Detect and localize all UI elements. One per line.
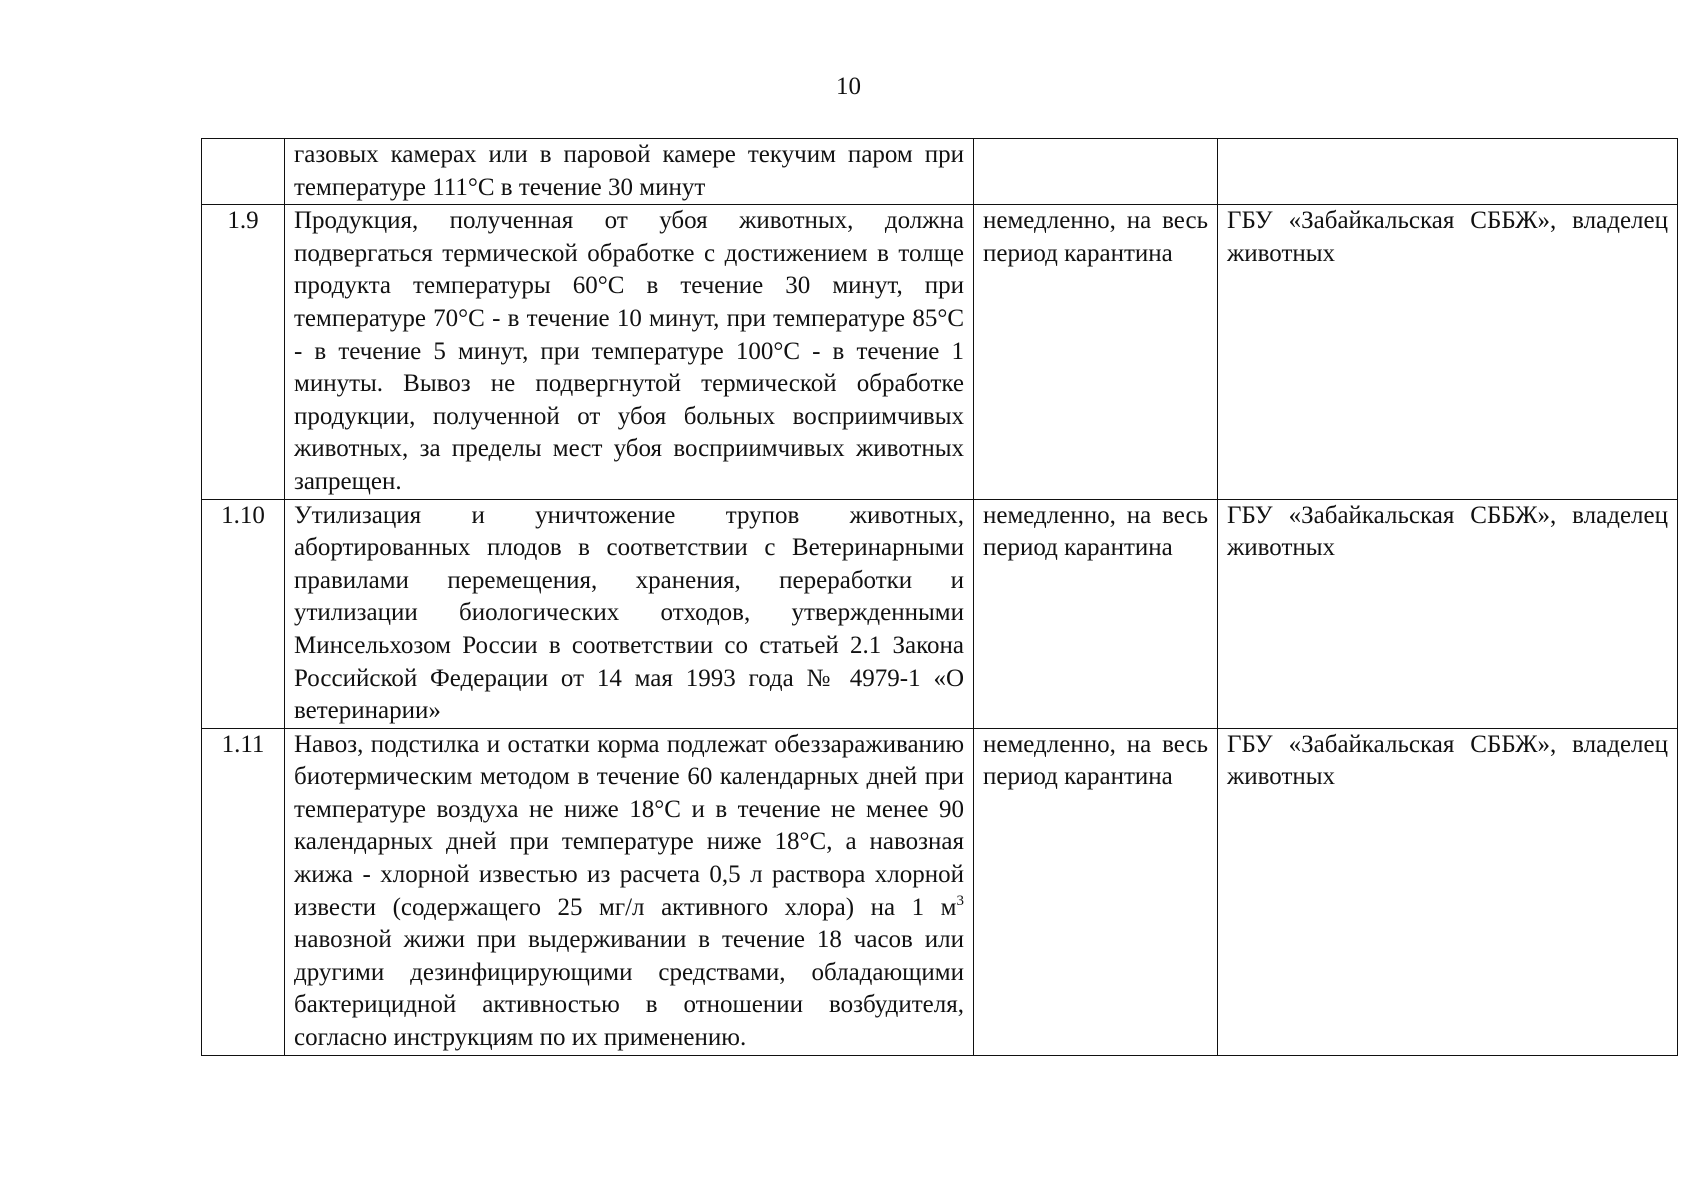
- table-row: [202, 139, 1678, 205]
- measures-table: [201, 138, 1678, 1056]
- responsible-text: ГБУ «Забайкальская СББЖ», владелец животных: [1218, 728, 1678, 1055]
- table-row: [202, 205, 1678, 499]
- responsible-text: ГБУ «Забайкальская СББЖ», владелец животных: [1218, 205, 1678, 499]
- page-number: 10: [836, 73, 861, 100]
- row-number: 1.10: [202, 499, 285, 728]
- superscript: 3: [956, 892, 964, 909]
- measure-text: Продукция, полученная от убоя животных, должна подвергаться термической обработке с достижением в толще продукта температуры 60°С в течение 30 минут, при температуре 70°С - в течение 10 минут, при температуре 85°С - в течение 5 минут, при температуре 100°С - в течение 1 минуты. Вывоз не подвергнутой термической обработке продукции, полученной от убоя больных восприимчивых животных, за пределы мест убоя восприимчивых животных запрещен.: [285, 205, 974, 499]
- measure-text-part: Навоз, подстилка и остатки корма подлежат обеззараживанию биотермическим методом в течение 60 календарных дней при температуре воздуха не ниже 18°С и в течение не менее 90 календарных дней при температуре ниже 18°С, а навозная жижа - хлорной известью из расчета 0,5 л раствора хлорной извести (содержащего 25 мг/л активного хлора) на 1 м: [294, 730, 964, 921]
- table-row: [202, 728, 1678, 1055]
- measure-text: [285, 728, 974, 1055]
- deadline-text: немедленно, на весь период карантина: [974, 499, 1218, 728]
- row-number: 1.9: [202, 205, 285, 499]
- measure-text: Утилизация и уничтожение трупов животных, абортированных плодов в соответствии с Ветеринарными правилами перемещения, хранения, переработки и утилизации биологических отходов, утвержденными Минсельхозом России в соответствии со статьей 2.1 Закона Российской Федерации от 14 мая 1993 года № 4979-1 «О ветеринарии»: [285, 499, 974, 728]
- deadline-text: немедленно, на весь период карантина: [974, 205, 1218, 499]
- responsible-text: ГБУ «Забайкальская СББЖ», владелец животных: [1218, 499, 1678, 728]
- row-number: [202, 139, 285, 205]
- measure-text: газовых камерах или в паровой камере текучим паром при температуре 111°С в течение 30 минут: [285, 139, 974, 205]
- deadline-text: немедленно, на весь период карантина: [974, 728, 1218, 1055]
- measure-text-part: навозной жижи при выдерживании в течение 18 часов или другими дезинфицирующими средствами, обладающими бактерицидной активностью в отношении возбудителя, согласно инструкциям по их применению.: [294, 926, 964, 1052]
- row-number: 1.11: [202, 728, 285, 1055]
- responsible-text: [1218, 139, 1678, 205]
- deadline-text: [974, 139, 1218, 205]
- table-row: [202, 499, 1678, 728]
